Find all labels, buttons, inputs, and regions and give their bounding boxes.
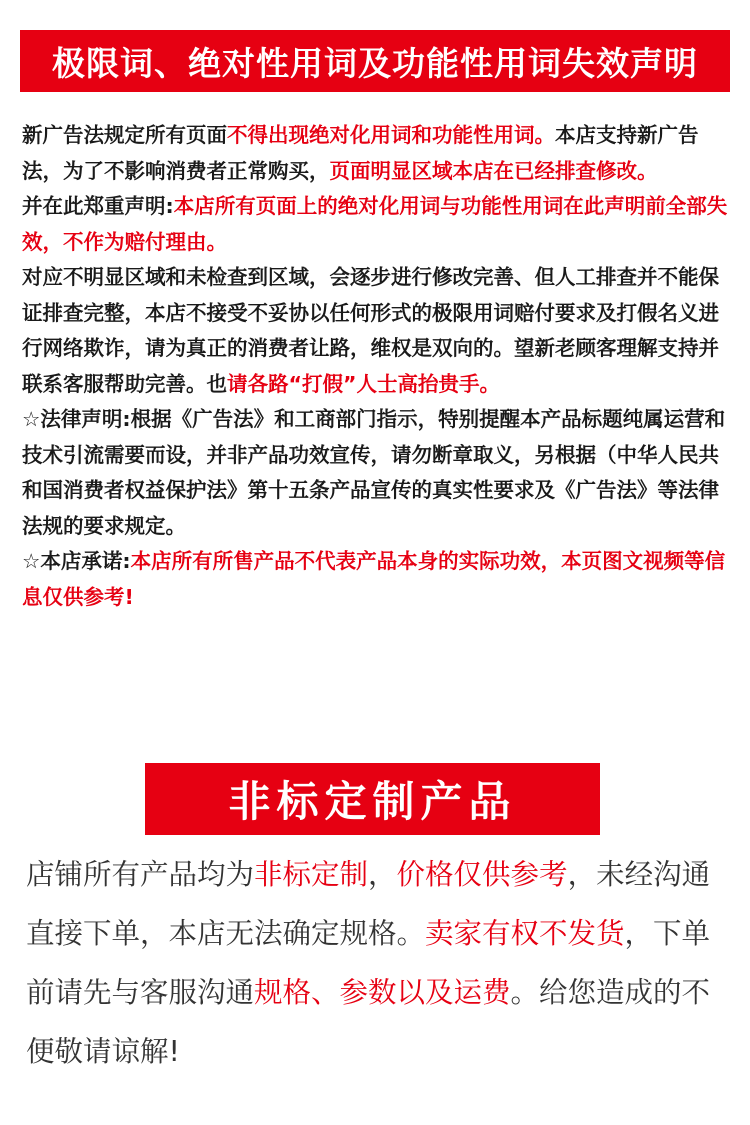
- disclaimer-title-banner: [20, 30, 730, 92]
- product-note-paragraph: [26, 845, 726, 1081]
- custom-product-note: [26, 845, 726, 1081]
- legal-statement: [22, 402, 728, 544]
- note-text: 。给您造成的不便敬请谅解!: [26, 976, 711, 1068]
- note-text: 店铺所有产品均为: [26, 858, 255, 891]
- note-text: ，: [368, 858, 397, 891]
- notice-text: 本店支持新广告法，为了不影响消费者正常购买，: [22, 123, 699, 183]
- store-promise: [22, 544, 728, 615]
- notice-highlight: 不得出现绝对化用词和功能性用词。: [227, 123, 555, 147]
- disclaimer-notice: [22, 118, 728, 615]
- notice-highlight: 请各路“打假”人士高抬贵手。: [227, 371, 500, 396]
- notice-text: 对应不明显区域和未检查到区域，会逐步进行修改完善、但人工排查并不能保证排查完整，本店不接受不妥协以任何形式的极限用词赔付要求及打假名义进行网络欺诈，请为真正的消费者让路，维权是双向的。望新老顾客理解支持并联系客服帮助完善。也: [22, 265, 719, 396]
- notice-highlight: 本店所有所售产品不代表产品本身的实际功效，本页图文视频等信息仅供参考!: [22, 549, 726, 609]
- notice-text: 并在此郑重声明:: [22, 194, 174, 218]
- notice-paragraph-1: [22, 118, 728, 189]
- notice-text: 新广告法规定所有页面: [22, 123, 227, 147]
- note-text: ，下单前请先与客服沟通: [26, 917, 711, 1009]
- disclaimer-title: 极限词、绝对性用词及功能性用词失效声明: [52, 43, 698, 83]
- note-highlight: 卖家有权不发货: [425, 917, 625, 950]
- notice-paragraph-3: [22, 260, 728, 402]
- note-highlight: 非标定制: [254, 858, 369, 891]
- custom-product-title: 非标定制产品: [228, 777, 517, 826]
- custom-product-banner: [145, 763, 600, 835]
- notice-paragraph-2: [22, 189, 728, 260]
- notice-highlight: 页面明显区域本店在已经排查修改。: [329, 158, 658, 183]
- notice-highlight: 本店所有页面上的绝对化用词与功能性用词在此声明前全部失效，不作为赔付理由。: [22, 194, 728, 254]
- notice-text: ☆法律声明:根据《广告法》和工商部门指示，特别提醒本产品标题纯属运营和技术引流需要而设，并非产品功效宣传，请勿断章取义，另根据（中华人民共和国消费者权益保护法》第十五条产品宣传的真实性要求及《广告法》等法律法规的要求规定。: [22, 407, 726, 538]
- notice-text: ☆本店承诺:: [22, 549, 131, 573]
- note-text: ，未经沟通直接下单，本店无法确定规格。: [26, 858, 711, 950]
- note-highlight: 价格仅供参考: [396, 858, 568, 891]
- note-highlight: 规格、参数以及运费: [254, 976, 511, 1009]
